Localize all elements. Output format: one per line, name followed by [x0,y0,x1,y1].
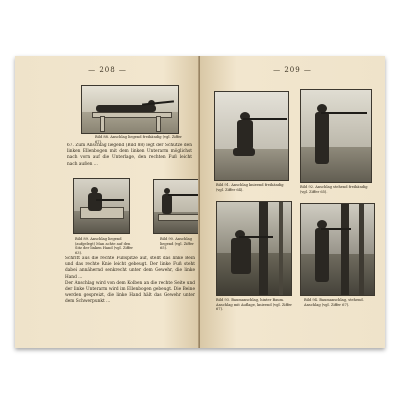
section-67-text: 67. Zum Anschlag liegend (Bild 88) legt der Schütze den linken Ellenbogen mit dem linken Unterarm möglichst nach vorn auf die Unterlage, den rechten Fuß leicht nach außen ... [67,143,192,167]
photo-prone-bench [81,85,179,134]
caption-fig-89: Bild 89. Anschlag liegend (aufgelegt) Man achte auf den Sitz der linken Hand (vgl. Ziffer 63). [75,237,133,255]
photo-seated-rest [73,178,130,234]
caption-fig-91: Bild 91. Anschlag knieend freihändig (vgl. Ziffer 64). [216,183,284,192]
left-page [15,56,200,348]
body-text-left: Schritt aus die rechte Fußspitze auf, stellt das linke Bein und das rechte Knie leicht gebeugt. Der linke Fuß steht dabei annähernd senkrecht unter dem Gewehr, die linke Hand ... Der Anschlag wird von dem Kolben an die rechte Seite und der linke Unterarm wird im Ellenbogen gebeugt. Die Beine werden gespreizt, die linke Hand hält das Gewehr unter dem Schwerpunkt ... [65,256,195,305]
caption-fig-88: Bild 88. Anschlag liegend freihändig (vgl. Ziffer 67). [95,135,182,144]
photo-kneeling-bench [153,179,200,234]
photo-tree-standing [300,203,375,296]
caption-fig-93: Bild 93. Baumanschlag, hinter Baum. Anschlag mit Auflage, knieend (vgl. Ziffer 67). [216,298,292,312]
caption-fig-90: Bild 90. Anschlag liegend (vgl. Ziffer 65). [160,237,194,251]
page-number-right: — 209 — [273,66,312,74]
photo-tree-kneeling [216,201,292,296]
photo-kneeling-freehand [214,91,289,181]
caption-fig-94: Bild 94. Baumanschlag, stehend. Anschlag (vgl. Ziffer 67). [304,298,364,307]
open-book [15,56,385,348]
right-page [200,56,385,348]
photo-standing-freehand [300,89,372,183]
caption-fig-92: Bild 92. Anschlag stehend freihändig (vgl. Ziffer 65). [300,185,368,194]
page-number-left: — 208 — [88,66,127,74]
